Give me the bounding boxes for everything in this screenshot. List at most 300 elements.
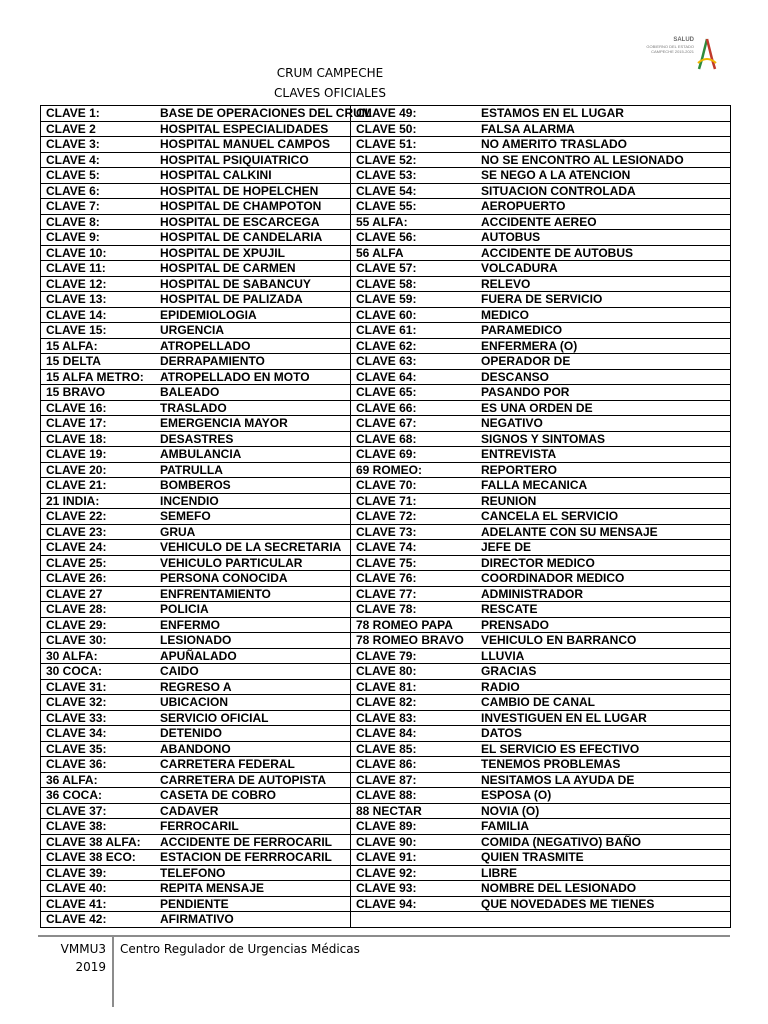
left-code-cell [41,803,351,819]
right-code-cell [351,214,731,230]
code-entry [46,835,350,849]
right-code-cell [351,726,731,742]
code-meaning: BOMBEROS [160,478,231,493]
right-code-cell [351,602,731,618]
code-entry [46,773,350,787]
code-meaning: VEHICULO EN BARRANCO [481,633,637,648]
code-entry [46,618,350,632]
table-row [41,788,731,804]
right-code-cell [351,772,731,788]
code-entry [356,370,730,384]
left-code-cell [41,292,351,308]
table-row [41,245,731,261]
right-code-cell [351,462,731,478]
code-entry [46,416,350,430]
code-entry [356,556,730,570]
code-entry [356,587,730,601]
footer-organization: Centro Regulador de Urgencias Médicas [120,942,360,956]
code-entry [356,463,730,477]
left-code-cell [41,493,351,509]
code-meaning: HOSPITAL DE CANDELARIA [160,230,323,245]
left-code-cell [41,865,351,881]
left-code-cell [41,338,351,354]
left-code-cell [41,245,351,261]
right-code-cell [351,695,731,711]
code-meaning: HOSPITAL DE PALIZADA [160,292,303,307]
right-code-cell [351,416,731,432]
code-meaning: NO SE ENCONTRO AL LESIONADO [481,152,684,167]
right-code-cell [351,307,731,323]
code-key: CLAVE 86: [356,757,417,772]
code-key: 78 ROMEO BRAVO [356,633,464,648]
table-row [41,819,731,835]
code-key: 78 ROMEO PAPA [356,617,453,632]
code-key: CLAVE 61: [356,323,417,338]
right-code-cell [351,369,731,385]
code-meaning: VEHICULO PARTICULAR [160,555,303,570]
code-key: CLAVE 54: [356,183,417,198]
code-meaning: ACCIDENTE DE FERROCARIL [160,834,333,849]
code-entry [46,401,350,415]
code-key: CLAVE 90: [356,834,417,849]
code-meaning: CADAVER [160,803,219,818]
code-meaning: SE NEGO A LA ATENCION [481,168,631,183]
table-row [41,741,731,757]
code-entry [46,664,350,678]
code-key: CLAVE 7: [46,199,100,214]
code-key: CLAVE 17: [46,416,107,431]
code-entry [356,525,730,539]
left-code-cell [41,540,351,556]
table-row [41,292,731,308]
code-meaning: INVESTIGUEN EN EL LUGAR [481,710,647,725]
code-entry [356,742,730,756]
table-row [41,323,731,339]
code-key: CLAVE 77: [356,586,417,601]
code-meaning: ADELANTE CON SU MENSAJE [481,524,658,539]
code-meaning: HOSPITAL DE CHAMPOTON [160,199,322,214]
right-code-cell [351,183,731,199]
code-meaning: REPORTERO [481,462,558,477]
code-entry [46,602,350,616]
left-code-cell [41,183,351,199]
code-key: CLAVE 22: [46,509,107,524]
code-key: CLAVE 9: [46,230,100,245]
code-meaning: NEGATIVO [481,416,543,431]
code-meaning: HOSPITAL ESPECIALIDADES [160,121,329,136]
code-entry [46,230,350,244]
code-entry [356,602,730,616]
code-key: CLAVE 39: [46,865,107,880]
code-meaning: HOSPITAL DE CARMEN [160,261,296,276]
table-row [41,664,731,680]
code-meaning: ACCIDENTE AEREO [481,214,597,229]
code-meaning: DESCANSO [481,369,550,384]
code-meaning: CASETA DE COBRO [160,788,277,803]
code-key: CLAVE 81: [356,679,417,694]
code-key: CLAVE 68: [356,431,417,446]
code-entry [46,912,350,926]
code-meaning: HOSPITAL MANUEL CAMPOS [160,137,331,152]
code-key: CLAVE 4: [46,152,100,167]
left-code-cell [41,726,351,742]
code-meaning: NESITAMOS LA AYUDA DE [481,772,635,787]
code-entry [46,292,350,306]
codes-table-body [41,106,731,928]
code-key: 15 ALFA METRO: [46,369,144,384]
code-entry [356,540,730,554]
code-entry [46,881,350,895]
code-meaning: SERVICIO OFICIAL [160,710,269,725]
code-key: 56 ALFA [356,245,404,260]
table-row [41,462,731,478]
table-row [41,106,731,122]
left-code-cell [41,772,351,788]
right-code-cell [351,586,731,602]
table-row [41,385,731,401]
code-key: CLAVE 19: [46,447,107,462]
code-entry [356,246,730,260]
code-entry [46,137,350,151]
code-entry [356,230,730,244]
table-row [41,230,731,246]
left-code-cell [41,788,351,804]
code-key: CLAVE 18: [46,431,107,446]
right-code-cell [351,199,731,215]
code-key: CLAVE 87: [356,772,417,787]
code-meaning: AMBULANCIA [160,447,242,462]
table-row [41,416,731,432]
code-meaning: ESPOSA (O) [481,788,552,803]
code-entry [356,866,730,880]
code-entry [46,711,350,725]
code-key: CLAVE 94: [356,896,417,911]
footer-divider [38,935,730,937]
code-meaning: FALSA ALARMA [481,121,575,136]
table-row [41,199,731,215]
logo-text [632,37,694,54]
code-entry [46,184,350,198]
code-meaning: ENFRENTAMIENTO [160,586,271,601]
code-key: CLAVE 63: [356,354,417,369]
code-key: CLAVE 11: [46,261,106,276]
right-code-cell [351,741,731,757]
code-entry [46,122,350,136]
code-entry [356,292,730,306]
code-entry [46,695,350,709]
left-code-cell [41,819,351,835]
code-key: CLAVE 23: [46,524,107,539]
code-entry [46,370,350,384]
code-meaning: HOSPITAL DE SABANCUY [160,276,311,291]
code-entry [46,726,350,740]
code-key: CLAVE 59: [356,292,417,307]
code-key: 30 ALFA: [46,648,98,663]
left-code-cell [41,168,351,184]
code-key: CLAVE 85: [356,741,417,756]
code-meaning: PRENSADO [481,617,550,632]
right-code-cell [351,819,731,835]
table-row [41,338,731,354]
left-code-cell [41,912,351,928]
code-meaning: HOSPITAL DE XPUJIL [160,245,285,260]
code-key: 15 BRAVO [46,385,106,400]
left-code-cell [41,137,351,153]
left-code-cell [41,354,351,370]
right-code-cell [351,555,731,571]
left-code-cell [41,385,351,401]
code-meaning: PERSONA CONOCIDA [160,571,288,586]
code-meaning: PARAMEDICO [481,323,563,338]
code-entry [356,199,730,213]
right-code-cell [351,912,731,928]
right-code-cell [351,710,731,726]
code-key: 55 ALFA: [356,214,408,229]
code-entry [356,153,730,167]
code-key: CLAVE 42: [46,912,107,927]
code-key: CLAVE 53: [356,168,417,183]
code-key: CLAVE 66: [356,400,417,415]
code-entry [46,246,350,260]
code-key: CLAVE 38 ECO: [46,850,136,865]
code-entry [356,757,730,771]
table-row [41,540,731,556]
left-code-cell [41,679,351,695]
code-entry [356,788,730,802]
code-key: CLAVE 64: [356,369,417,384]
code-meaning: ENTREVISTA [481,447,557,462]
left-code-cell [41,152,351,168]
code-key: CLAVE 75: [356,555,417,570]
left-code-cell [41,121,351,137]
table-row [41,121,731,137]
right-code-cell [351,757,731,773]
code-entry [356,308,730,322]
code-key: CLAVE 20: [46,462,107,477]
right-code-cell [351,524,731,540]
code-key: CLAVE 72: [356,509,417,524]
left-code-cell [41,571,351,587]
table-row [41,276,731,292]
code-meaning: AEROPUERTO [481,199,566,214]
code-key: CLAVE 93: [356,881,417,896]
code-entry [356,804,730,818]
code-meaning: NOMBRE DEL LESIONADO [481,881,637,896]
code-key: CLAVE 35: [46,741,107,756]
code-key: CLAVE 32: [46,695,107,710]
table-row [41,912,731,928]
table-row [41,354,731,370]
code-entry [46,788,350,802]
code-entry [46,494,350,508]
code-meaning: GRACIAS [481,664,537,679]
logo-name: SALUD [673,37,694,43]
code-key: CLAVE 92: [356,865,417,880]
code-key: CLAVE 51: [356,137,417,152]
code-key: CLAVE 28: [46,602,107,617]
code-key: CLAVE 80: [356,664,417,679]
table-row [41,726,731,742]
table-row [41,679,731,695]
code-key: CLAVE 29: [46,617,107,632]
right-code-cell [351,493,731,509]
right-code-cell [351,137,731,153]
code-meaning: JEFE DE [481,540,532,555]
code-meaning: REUNION [481,493,537,508]
code-meaning: DIRECTOR MEDICO [481,555,595,570]
code-key: CLAVE 16: [46,400,107,415]
code-key: 69 ROMEO: [356,462,423,477]
right-code-cell [351,245,731,261]
code-meaning: URGENCIA [160,323,225,338]
code-entry [356,819,730,833]
code-key: CLAVE 3: [46,137,100,152]
code-entry [356,571,730,585]
table-row [41,695,731,711]
code-key: CLAVE 79: [356,648,417,663]
table-row [41,168,731,184]
footer-vertical-divider [112,937,114,1007]
code-meaning: DERRAPAMIENTO [160,354,265,369]
code-key: CLAVE 25: [46,555,107,570]
right-code-cell [351,431,731,447]
code-meaning: EPIDEMIOLOGIA [160,307,257,322]
left-code-cell [41,741,351,757]
code-key: CLAVE 88: [356,788,417,803]
right-code-cell [351,509,731,525]
code-key: CLAVE 84: [356,726,417,741]
left-code-cell [41,199,351,215]
code-key: CLAVE 38 ALFA: [46,834,141,849]
right-code-cell [351,230,731,246]
code-entry [356,773,730,787]
code-meaning: TELEFONO [160,865,226,880]
code-meaning: MEDICO [481,307,529,322]
code-entry [356,726,730,740]
code-key: CLAVE 74: [356,540,417,555]
code-key: 30 COCA: [46,664,103,679]
right-code-cell [351,261,731,277]
code-entry [356,881,730,895]
table-row [41,152,731,168]
code-meaning: NO AMERITO TRASLADO [481,137,627,152]
code-entry [356,633,730,647]
salud-emblem-icon [696,37,718,71]
code-entry [356,215,730,229]
code-key: CLAVE 30: [46,633,107,648]
code-meaning: HOSPITAL PSIQUIATRICO [160,152,309,167]
table-row [41,896,731,912]
table-row [41,137,731,153]
code-key: CLAVE 13: [46,292,107,307]
table-row [41,493,731,509]
left-code-cell [41,106,372,122]
left-code-cell [41,633,351,649]
code-entry [356,618,730,632]
code-key: 15 ALFA: [46,338,98,353]
table-row [41,648,731,664]
code-meaning: FUERA DE SERVICIO [481,292,603,307]
code-entry [46,308,350,322]
code-key: CLAVE 31: [46,679,107,694]
code-entry [46,463,350,477]
code-key: 21 INDIA: [46,493,100,508]
code-key: CLAVE 67: [356,416,417,431]
left-code-cell [41,617,351,633]
right-code-cell [351,276,731,292]
code-entry [46,354,350,368]
code-entry [46,261,350,275]
code-meaning: QUE NOVEDADES ME TIENES [481,896,655,911]
code-meaning: RADIO [481,679,520,694]
code-key: CLAVE 6: [46,183,100,198]
footer-year: 2019 [75,960,106,974]
code-entry [356,277,730,291]
left-code-cell [41,695,351,711]
code-key: CLAVE 41: [46,896,107,911]
left-code-cell [41,307,351,323]
code-entry [46,556,350,570]
code-meaning: COMIDA (NEGATIVO) BAÑO [481,834,641,849]
code-key: CLAVE 70: [356,478,417,493]
code-key: CLAVE 21: [46,478,107,493]
code-entry [46,649,350,663]
code-meaning: RELEVO [481,276,531,291]
code-entry [356,122,730,136]
table-row [41,524,731,540]
code-meaning: EL SERVICIO ES EFECTIVO [481,741,640,756]
code-entry [46,447,350,461]
right-code-cell [351,679,731,695]
code-meaning: CARRETERA DE AUTOPISTA [160,772,327,787]
right-code-cell [351,571,731,587]
code-meaning: FAMILIA [481,819,529,834]
code-entry [46,850,350,864]
right-code-cell [351,617,731,633]
code-key: CLAVE 12: [46,276,107,291]
code-meaning: GRUA [160,524,196,539]
code-key: CLAVE 38: [46,819,107,834]
code-entry [356,664,730,678]
left-code-cell [41,664,351,680]
code-entry [356,897,730,911]
right-code-cell [351,648,731,664]
left-code-cell [41,524,351,540]
code-meaning: ENFERMO [160,617,220,632]
code-meaning: FALLA MECANICA [481,478,588,493]
code-key: CLAVE 1: [46,106,100,121]
code-meaning: SEMEFO [160,509,211,524]
right-code-cell [351,633,731,649]
table-row [41,478,731,494]
code-meaning: FERROCARIL [160,819,239,834]
right-code-cell [351,664,731,680]
document-subtitle: CLAVES OFICIALES [274,86,386,100]
code-entry [356,385,730,399]
left-code-cell [41,276,351,292]
table-row [41,617,731,633]
code-entry [46,571,350,585]
right-code-cell [351,447,731,463]
left-code-cell [41,648,351,664]
code-key: CLAVE 69: [356,447,417,462]
code-meaning: ABANDONO [160,741,231,756]
table-row [41,369,731,385]
code-entry [46,540,350,554]
code-key: CLAVE 34: [46,726,107,741]
code-meaning: VEHICULO DE LA SECRETARIA [160,540,342,555]
left-code-cell [41,431,351,447]
